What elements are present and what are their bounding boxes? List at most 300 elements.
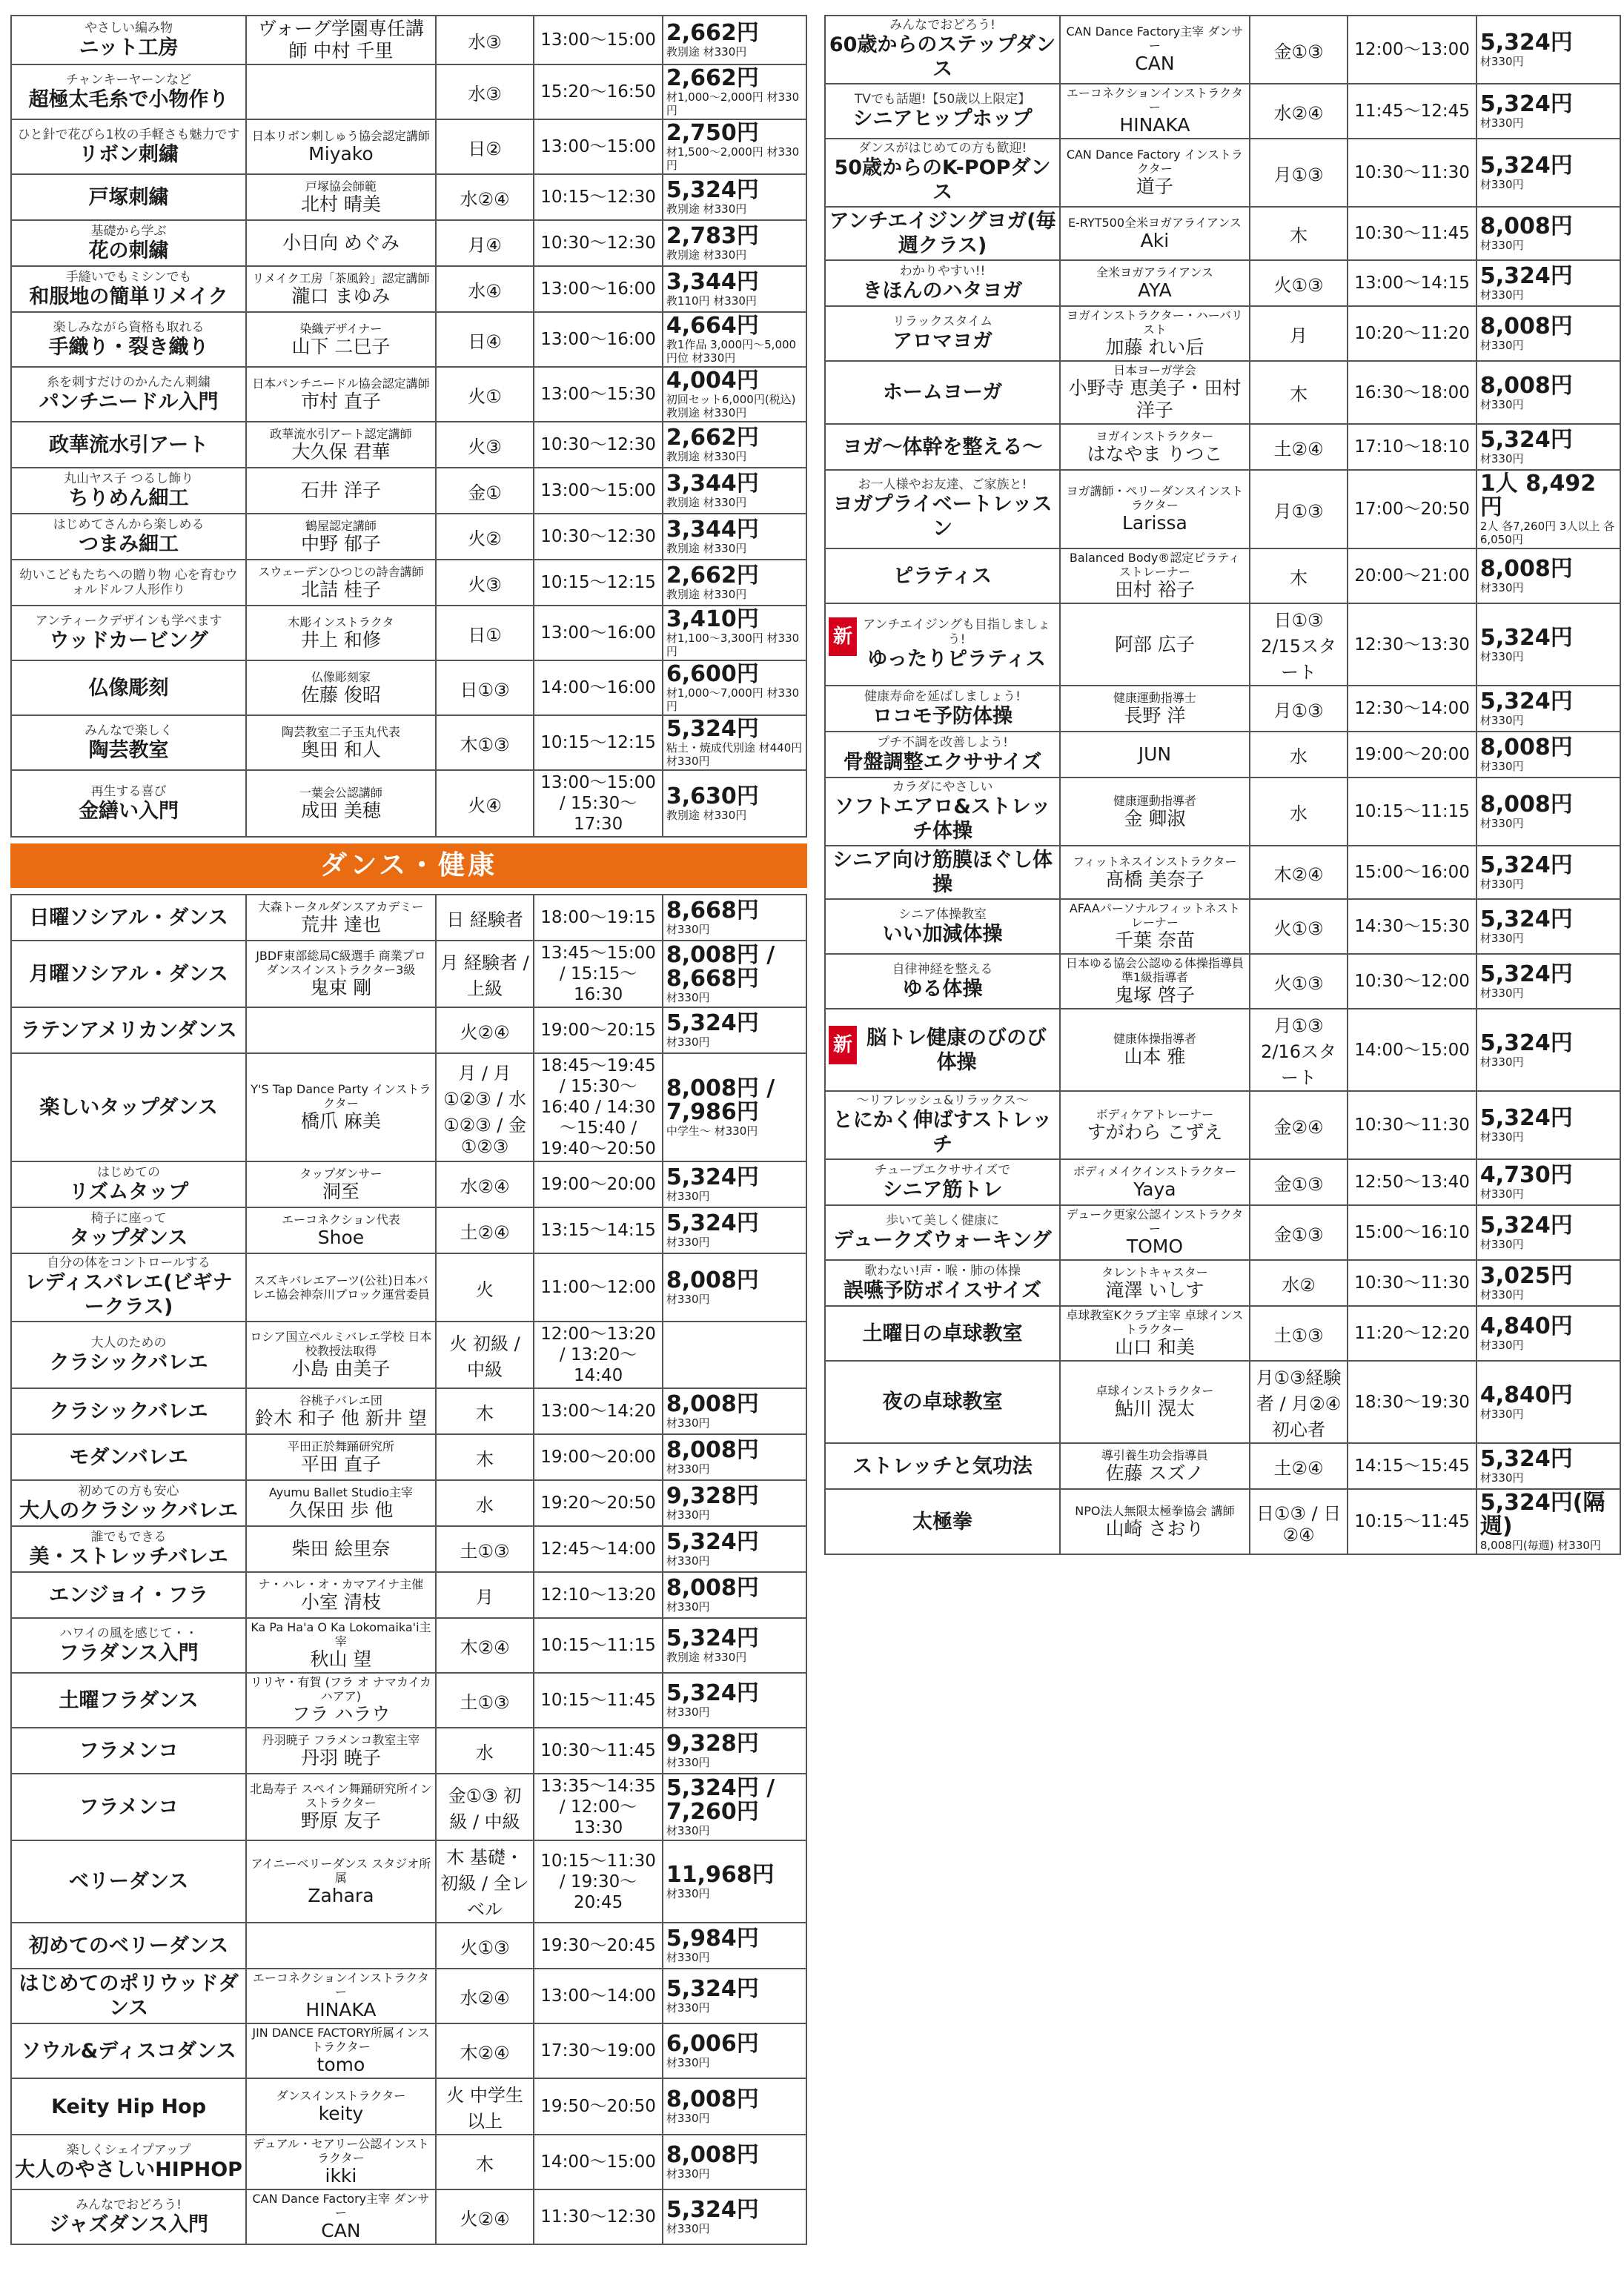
course-title-cell	[11, 64, 246, 119]
course-row	[11, 1923, 806, 1969]
instructor-affiliation: ヨガ講師・ペリーダンスインストラクター	[1066, 484, 1244, 512]
instructor-affiliation: 一葉会公認講師	[299, 785, 382, 800]
weekday-cell: 土①③	[436, 1673, 534, 1728]
course-price: 2,662円	[666, 65, 759, 91]
weekday-cell: 金①③	[1250, 16, 1348, 84]
price-note: 教別途 材330円	[666, 588, 747, 601]
weekday-cell: 日④	[436, 312, 534, 367]
instructor-cell	[1060, 778, 1250, 846]
course-title-cell	[11, 1728, 246, 1774]
course-row	[11, 16, 806, 64]
instructor-name: 千葉 奈苗	[1114, 929, 1195, 951]
course-title: シニアヒップホップ	[852, 107, 1033, 130]
time-cell: 10:15～11:30 / 19:30～20:45	[534, 1840, 663, 1923]
course-row	[825, 954, 1620, 1009]
course-price: 3,344円	[666, 471, 759, 497]
instructor-name: 小野寺 恵美子・田村 洋子	[1068, 377, 1242, 421]
course-price: 4,664円	[666, 313, 759, 339]
instructor-affiliation: フィットネスインストラクター	[1073, 854, 1237, 869]
course-price: 8,668円	[666, 898, 759, 924]
instructor-name: ikki	[325, 2165, 357, 2187]
instructor-cell	[246, 16, 436, 64]
price-cell	[1476, 1009, 1620, 1091]
weekday-cell: 日 経験者	[436, 895, 534, 941]
weekday-cell: 水③	[436, 64, 534, 119]
instructor-affiliation: デュアル・セアリー公認インストラクター	[253, 2137, 429, 2165]
course-price: 4,840円	[1479, 1313, 1573, 1339]
price-cell	[663, 367, 806, 422]
price-note: 材330円	[666, 1600, 710, 1614]
weekday-cell: 木②④	[436, 2023, 534, 2078]
time-cell: 14:15～15:45	[1348, 1443, 1476, 1489]
course-tagline: アンチエイジングも目指しましょう!	[863, 617, 1050, 647]
weekday-cell: 月 / 月①②③ / 水①②③ / 金①②③	[436, 1053, 534, 1161]
course-title-cell	[825, 470, 1060, 548]
instructor-name: 市村 直子	[300, 390, 381, 412]
price-note: 教別途 材330円	[666, 809, 747, 822]
course-price: 5,324円	[1479, 1030, 1573, 1056]
instructor-affiliation: 日本リボン刺しゅう協会認定講師	[251, 128, 430, 143]
course-title-cell	[11, 312, 246, 367]
time-cell: 19:20～20:50	[534, 1480, 663, 1526]
instructor-name: 秋山 望	[310, 1648, 372, 1670]
course-title: ゆる体操	[902, 977, 983, 1001]
course-tagline: チャンキーヤーンなど	[65, 72, 192, 87]
price-cell	[663, 174, 806, 220]
price-note: 粘土・焼成代別途 材440円 材330円	[666, 741, 803, 768]
course-title-cell	[11, 895, 246, 941]
course-row	[11, 1434, 806, 1480]
price-cell	[663, 1480, 806, 1526]
course-row	[825, 470, 1620, 548]
price-note: 材330円	[1479, 288, 1524, 302]
course-title-cell	[825, 778, 1060, 846]
instructor-cell	[1060, 548, 1250, 603]
price-note: 材330円	[666, 1705, 710, 1719]
instructor-affiliation: アイニーベリーダンス スタジオ所属	[251, 1856, 431, 1885]
course-title: 金繕い入門	[79, 799, 179, 823]
course-price: 5,324円	[666, 1625, 759, 1651]
price-note: 教別途 材330円	[666, 248, 747, 262]
time-cell: 13:00～15:00	[534, 468, 663, 514]
price-cell	[663, 1774, 806, 1840]
course-tagline: 再生する喜び	[90, 783, 167, 799]
course-title: 50歳からのK-POPダンス	[834, 156, 1051, 204]
course-row	[825, 84, 1620, 139]
instructor-cell	[246, 2078, 436, 2135]
instructor-cell	[246, 1161, 436, 1207]
price-note: 材330円	[1479, 339, 1524, 352]
course-title: ちりめん細工	[68, 486, 189, 510]
weekday-cell: 月①③	[1250, 470, 1348, 548]
instructor-affiliation: 木彫インストラクタ	[288, 614, 394, 629]
instructor-affiliation: タップダンサー	[299, 1166, 382, 1181]
instructor-cell	[246, 941, 436, 1007]
course-title: ピラティス	[893, 564, 992, 588]
time-cell: 10:30～11:30	[1348, 1260, 1476, 1306]
price-note: 材330円	[666, 1190, 710, 1203]
course-row	[11, 715, 806, 770]
instructor-cell	[246, 1053, 436, 1161]
instructor-affiliation: 大森トータルダンスアカデミー	[258, 899, 424, 914]
instructor-cell	[1060, 1443, 1250, 1489]
instructor-cell	[246, 1526, 436, 1572]
course-tagline: 椅子に座って	[90, 1210, 167, 1226]
course-title-cell	[11, 1207, 246, 1253]
course-title: Keity Hip Hop	[51, 2095, 207, 2118]
course-title: シニア向け筋膜ほぐし体操	[832, 849, 1053, 896]
course-tagline: みんなでおどろう!	[76, 2197, 182, 2212]
course-tagline: わかりやすい!!	[899, 263, 986, 279]
price-cell	[663, 1840, 806, 1923]
course-tagline: みんなでおどろう!	[889, 18, 995, 33]
course-row	[11, 1388, 806, 1434]
course-tagline: みんなで楽しく	[84, 723, 173, 738]
course-price: 2,662円	[666, 425, 759, 451]
course-title: シニア筋トレ	[882, 1178, 1003, 1201]
course-tagline: 大人のための	[90, 1335, 167, 1350]
price-note: 教別途 材330円	[666, 202, 747, 216]
instructor-cell	[1060, 84, 1250, 139]
price-note: 材330円	[1479, 1407, 1524, 1421]
price-cell	[1476, 954, 1620, 1009]
instructor-cell	[246, 174, 436, 220]
price-note: 材330円	[1479, 452, 1524, 465]
instructor-affiliation: リメイク工房「茶風鈴」認定講師	[252, 271, 430, 285]
course-title: アンチエイジングヨガ(毎週クラス)	[829, 210, 1056, 257]
price-note: 材330円	[666, 1462, 710, 1476]
price-note: 教1作品 3,000円～5,000円位 材330円	[666, 338, 797, 365]
course-row	[11, 1572, 806, 1618]
course-title: ホームヨーガ	[882, 381, 1003, 404]
course-title-cell	[11, 119, 246, 174]
price-note: 材330円	[1479, 1130, 1524, 1144]
course-title-cell	[825, 1205, 1060, 1260]
weekday-cell: 火①③	[1250, 899, 1348, 954]
instructor-name: 佐藤 スズノ	[1105, 1462, 1204, 1484]
weekday-cell: 月	[436, 1572, 534, 1618]
course-price: 4,840円	[1479, 1382, 1573, 1408]
price-note: 材330円	[1479, 1288, 1524, 1302]
course-tagline: 楽しみながら資格も取れる	[53, 319, 205, 335]
time-cell: 17:10～18:10	[1348, 424, 1476, 470]
course-price: 2,662円	[666, 563, 759, 589]
instructor-cell	[1060, 686, 1250, 732]
instructor-name: 平田 直子	[300, 1453, 381, 1475]
price-cell	[663, 941, 806, 1007]
instructor-cell	[246, 2023, 436, 2078]
course-title-cell	[825, 16, 1060, 84]
instructor-name: Zahara	[308, 1884, 374, 1906]
instructor-name: 山本 雅	[1124, 1046, 1186, 1067]
course-title: ソウル&ディスコダンス	[21, 2039, 236, 2063]
time-cell: 13:00～16:00	[534, 266, 663, 312]
price-note: 材330円	[666, 1508, 710, 1522]
price-cell	[663, 1673, 806, 1728]
course-title-cell	[11, 1923, 246, 1969]
price-note: 8,008円(毎週) 材330円	[1479, 1539, 1601, 1552]
course-title: 仏像彫刻	[88, 676, 169, 700]
instructor-cell	[1060, 361, 1250, 424]
weekday-cell: 水	[436, 1728, 534, 1774]
price-cell	[663, 220, 806, 266]
course-price: 8,008円	[666, 1437, 759, 1463]
price-note: 教別途 材330円	[666, 450, 747, 463]
course-price: 8,008円	[1479, 213, 1573, 239]
instructor-affiliation: 健康運動指導士	[1113, 690, 1196, 705]
course-title: リズムタップ	[68, 1180, 189, 1204]
price-cell	[663, 1007, 806, 1053]
course-title-cell	[825, 1361, 1060, 1443]
course-title: つまみ細工	[79, 532, 179, 556]
instructor-affiliation: ロシア国立ペルミバレエ学校 日本校教授法取得	[250, 1330, 432, 1358]
instructor-name: 佐藤 俊昭	[300, 683, 381, 706]
price-cell	[663, 266, 806, 312]
course-title: ロコモ予防体操	[872, 704, 1013, 728]
weekday-cell: 水	[1250, 732, 1348, 778]
course-row	[825, 846, 1620, 899]
price-cell	[1476, 1091, 1620, 1159]
course-title-cell	[825, 686, 1060, 732]
time-cell: 14:00～16:00	[534, 660, 663, 715]
course-row	[11, 1774, 806, 1840]
time-cell: 18:00～19:15	[534, 895, 663, 941]
instructor-cell	[246, 1728, 436, 1774]
course-row	[11, 468, 806, 514]
price-note: 材330円	[1479, 878, 1524, 891]
instructor-affiliation: 陶芸教室二子玉丸代表	[281, 724, 400, 739]
instructor-name: ヴォーグ学園専任講師 中村 千里	[257, 18, 424, 62]
course-price: 5,324円	[666, 1210, 759, 1236]
course-price: 4,730円	[1479, 1162, 1573, 1188]
instructor-cell	[246, 606, 436, 660]
course-title-cell	[11, 1673, 246, 1728]
instructor-cell	[246, 422, 436, 468]
course-title: ラテンアメリカンダンス	[20, 1018, 237, 1042]
time-cell: 13:00～14:20	[534, 1388, 663, 1434]
instructor-name: 髙橋 美奈子	[1105, 868, 1204, 890]
instructor-affiliation: 全米ヨガアライアンス	[1096, 265, 1213, 279]
course-price: 8,008円	[666, 2142, 759, 2168]
price-cell	[663, 422, 806, 468]
course-row	[11, 1161, 806, 1207]
price-cell	[1476, 1361, 1620, 1443]
instructor-cell	[246, 2189, 436, 2244]
course-price: 5,324円	[1479, 263, 1573, 289]
instructor-affiliation: エーコネクションインストラクター	[252, 1971, 429, 1999]
course-price: 3,344円	[666, 517, 759, 543]
section-header-dance-health: ダンス・健康	[10, 843, 807, 888]
time-cell: 17:00～20:50	[1348, 470, 1476, 548]
time-cell: 19:30～20:45	[534, 1923, 663, 1969]
price-note: 材1,000～2,000円 材330円	[666, 90, 800, 117]
price-cell	[663, 1923, 806, 1969]
course-tagline: 楽しくシェイプアップ	[66, 2142, 191, 2158]
course-row	[825, 778, 1620, 846]
instructor-affiliation: NPO法人無限太極拳協会 講師	[1075, 1503, 1235, 1518]
course-title-cell	[825, 260, 1060, 306]
course-row	[11, 1840, 806, 1923]
instructor-affiliation: E-RYT500全米ヨガアライアンス	[1067, 215, 1242, 230]
course-title-cell	[11, 1322, 246, 1388]
instructor-name: すがわら こずえ	[1087, 1121, 1223, 1143]
course-title-cell	[825, 1091, 1060, 1159]
course-title: フラメンコ	[79, 1739, 179, 1763]
time-cell: 13:00～15:00	[534, 119, 663, 174]
instructor-cell	[246, 1774, 436, 1840]
instructor-cell	[1060, 139, 1250, 207]
instructor-cell	[246, 1322, 436, 1388]
time-cell: 10:15～12:30	[534, 174, 663, 220]
course-title: 政華流水引アート	[48, 433, 209, 457]
course-title-cell	[11, 1572, 246, 1618]
course-title-cell	[11, 2078, 246, 2135]
course-price: 6,006円	[666, 2031, 759, 2057]
course-title: 陶芸教室	[88, 738, 169, 762]
course-tagline: カラダにやさしい	[892, 780, 993, 795]
weekday-cell: 木	[1250, 361, 1348, 424]
price-note: 材330円	[1479, 1187, 1524, 1201]
instructor-cell	[1060, 846, 1250, 899]
course-title-cell	[11, 16, 246, 64]
time-cell: 14:00～15:00	[534, 2135, 663, 2189]
course-title: 骨盤調整エクササイズ	[843, 750, 1042, 774]
course-row	[11, 560, 806, 606]
course-price: 5,324円	[1479, 427, 1573, 453]
course-price: 9,328円	[666, 1483, 759, 1509]
weekday-cell: 月①③経験者 / 月②④初心者	[1250, 1361, 1348, 1443]
price-note: 材330円	[666, 1293, 710, 1306]
time-cell: 11:45～12:45	[1348, 84, 1476, 139]
course-title: はじめてのポリウッドダンス	[19, 1972, 239, 2020]
instructor-affiliation: 健康体操指導者	[1113, 1032, 1196, 1046]
course-title-cell	[11, 606, 246, 660]
price-note: 教別途 材330円	[666, 45, 747, 59]
course-tagline: リラックスタイム	[892, 314, 993, 329]
course-title: ウッドカービング	[49, 629, 208, 652]
instructor-cell	[246, 1969, 436, 2023]
price-cell	[663, 2189, 806, 2244]
time-cell: 11:00～12:00	[534, 1253, 663, 1322]
time-cell: 12:45～14:00	[534, 1526, 663, 1572]
price-note: 中学生～ 材330円	[666, 1124, 758, 1138]
course-row	[825, 1009, 1620, 1091]
course-price: 4,004円	[666, 368, 759, 394]
weekday-cell: 木	[436, 1388, 534, 1434]
course-row	[11, 660, 806, 715]
instructor-name: 久保田 歩 他	[288, 1499, 394, 1521]
price-cell	[663, 1388, 806, 1434]
course-price: 8,008円	[1479, 735, 1573, 760]
instructor-name: 奥田 和人	[300, 738, 381, 760]
course-price: 5,324円	[1479, 624, 1573, 651]
course-price: 5,324円	[666, 1680, 759, 1706]
weekday-cell: 木	[1250, 548, 1348, 603]
instructor-affiliation: 平田正於舞踊研究所	[287, 1439, 394, 1453]
course-title: レディスバレエ(ビギナークラス)	[24, 1271, 233, 1319]
course-title-cell	[11, 1774, 246, 1840]
instructor-name: 鮎川 滉太	[1114, 1398, 1195, 1419]
instructor-cell	[1060, 1361, 1250, 1443]
course-title-cell	[11, 514, 246, 560]
price-cell	[663, 1053, 806, 1161]
course-tagline: 基礎から学ぶ	[90, 223, 167, 239]
instructor-name: 小室 清枝	[300, 1591, 381, 1613]
instructor-cell	[246, 1572, 436, 1618]
time-cell: 13:00～16:00	[534, 606, 663, 660]
time-cell: 13:00～15:30	[534, 367, 663, 422]
price-cell	[663, 1618, 806, 1673]
instructor-cell	[246, 2135, 436, 2189]
price-cell	[663, 16, 806, 64]
course-title-cell	[825, 603, 1060, 686]
course-title: ソフトエアロ&ストレッチ体操	[834, 795, 1051, 843]
course-title-cell	[11, 266, 246, 312]
weekday-cell: 木 基礎・初級 / 全レベル	[436, 1840, 534, 1923]
course-price: 8,008円	[1479, 556, 1573, 582]
instructor-affiliation: タレントキャスター	[1101, 1264, 1208, 1279]
instructor-name: 中野 郁子	[300, 532, 381, 554]
instructor-cell	[246, 64, 436, 119]
instructor-affiliation: CAN Dance Factory主宰 ダンサー	[1066, 24, 1244, 53]
instructor-cell	[246, 1618, 436, 1673]
instructor-name: JUN	[1138, 743, 1172, 765]
time-cell: 12:00～13:20 / 13:20～14:40	[534, 1322, 663, 1388]
price-cell	[663, 660, 806, 715]
price-note: 材330円	[1479, 987, 1524, 1000]
course-price: 8,008円	[1479, 314, 1573, 339]
instructor-cell	[1060, 1091, 1250, 1159]
course-price: 5,324円	[1479, 852, 1573, 878]
course-title-cell	[11, 1053, 246, 1161]
course-title-cell	[11, 660, 246, 715]
course-price: 5,324円	[1479, 30, 1573, 56]
weekday-cell: 水③	[436, 16, 534, 64]
course-title-cell	[11, 1007, 246, 1053]
instructor-affiliation: AFAAパーソナルフィットネストレーナー	[1069, 901, 1240, 929]
instructor-name: 成田 美穂	[300, 799, 381, 821]
dance-course-table	[10, 894, 807, 2245]
price-cell	[1476, 260, 1620, 306]
price-cell	[1476, 548, 1620, 603]
instructor-name: 北詰 桂子	[300, 578, 381, 600]
instructor-affiliation: ボディケアトレーナー	[1096, 1107, 1214, 1121]
course-row	[825, 899, 1620, 954]
price-note: 材330円	[1479, 397, 1524, 411]
course-title: クラシックバレエ	[49, 1350, 208, 1374]
course-title-cell	[825, 1260, 1060, 1306]
course-price: 5,324円	[666, 1164, 759, 1190]
price-cell	[663, 1969, 806, 2023]
course-row	[825, 1489, 1620, 1554]
price-cell	[1476, 306, 1620, 361]
instructor-cell	[246, 220, 436, 266]
instructor-cell	[246, 715, 436, 770]
course-title: 和服地の簡単リメイク	[29, 285, 228, 308]
instructor-cell	[246, 660, 436, 715]
course-row	[825, 207, 1620, 260]
course-tagline: やさしい編み物	[84, 20, 173, 36]
course-price: 5,324円	[1479, 153, 1573, 179]
course-price: 5,324円	[1479, 1105, 1573, 1131]
instructor-affiliation: 日本パンチニードル協会認定講師	[252, 376, 430, 391]
instructor-cell	[246, 770, 436, 837]
course-row	[11, 119, 806, 174]
price-cell	[1476, 1159, 1620, 1205]
course-title-cell	[11, 367, 246, 422]
course-title-cell	[825, 1159, 1060, 1205]
instructor-affiliation: エーコネクションインストラクター	[1066, 86, 1243, 114]
